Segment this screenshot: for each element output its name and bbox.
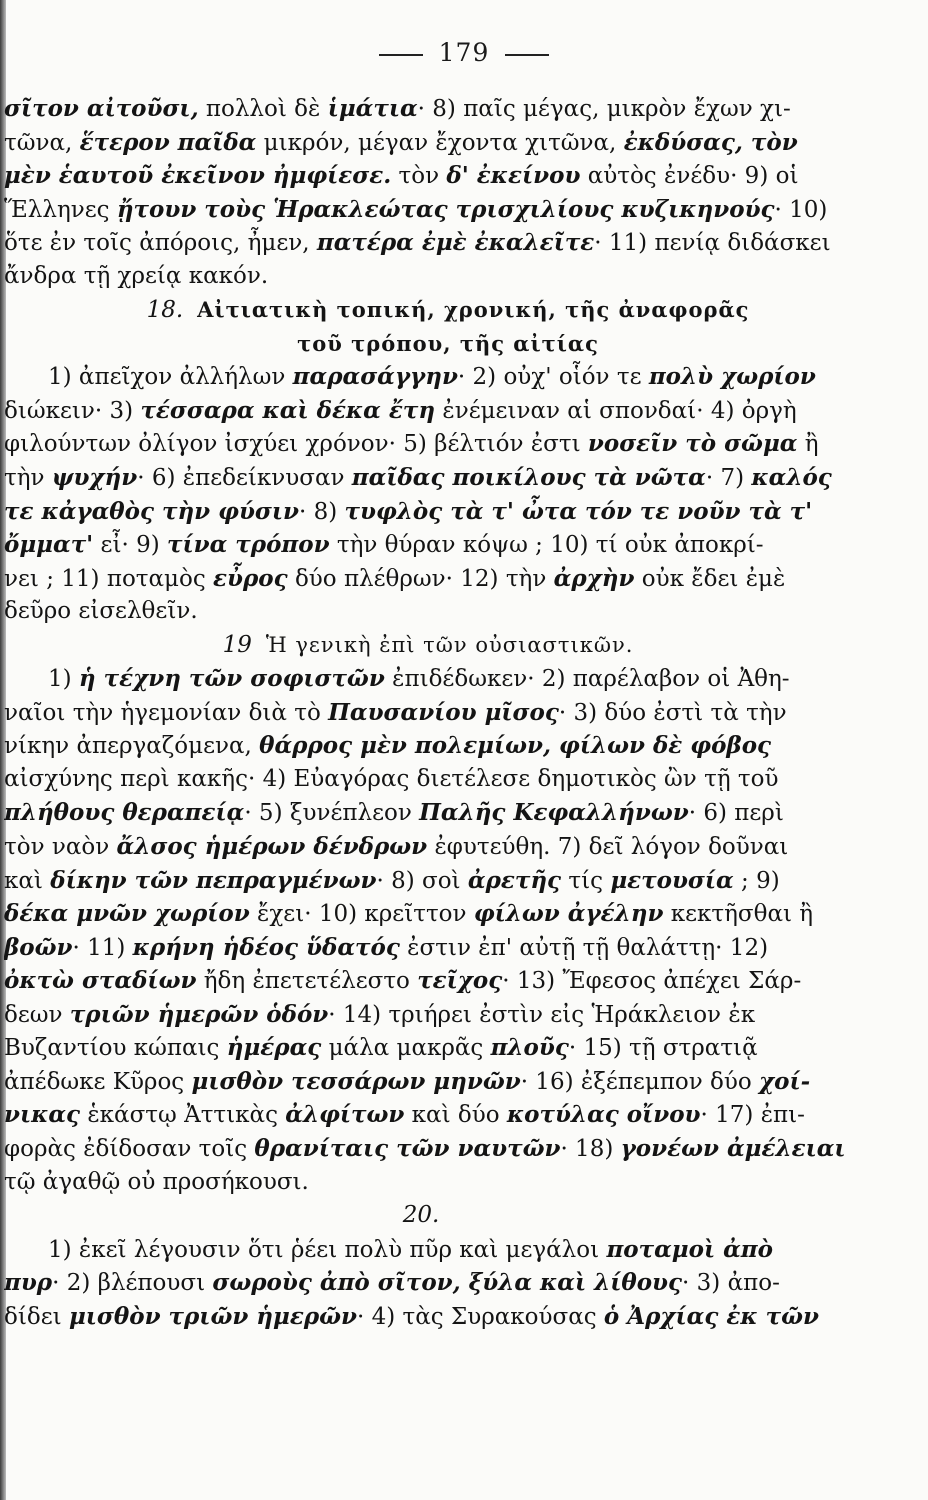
emphasized-phrase: ποταμοὶ ἀπὸ <box>606 1235 773 1263</box>
emphasized-phrase: δέκα μνῶν χωρίον <box>4 900 250 928</box>
text-run: · 15) τῇ στρατιᾷ <box>568 1035 758 1062</box>
text-run: · 18) <box>560 1135 621 1162</box>
text-run: · 5) ξυνέπλεον <box>244 800 420 827</box>
text-run: 1) ἐκεῖ λέγουσιν ὅτι ῥέει πολὺ πῦρ καὶ μεγάλοι <box>48 1236 607 1263</box>
text-run: ἔχει· 10) κρεῖττον <box>249 901 474 928</box>
text-run: · 7) <box>705 465 752 492</box>
text-run: δεων <box>4 1001 70 1028</box>
text-line <box>4 562 852 596</box>
emphasized-phrase: φίλων ἀγέλην <box>473 900 664 928</box>
text-run: · 10) <box>774 196 828 223</box>
emphasized-phrase: χοί- <box>759 1067 811 1095</box>
text-line <box>4 1233 852 1267</box>
emphasized-phrase: πολὺ χωρίον <box>648 363 816 391</box>
text-run: πολλοὶ δὲ <box>198 96 328 122</box>
emphasized-phrase: ἐκδύσας, τὸν <box>623 128 798 156</box>
text-run: · 6) περὶ <box>688 800 784 827</box>
text-line <box>4 964 852 998</box>
emphasized-phrase: εὖρος <box>213 564 288 592</box>
text-line <box>4 998 852 1032</box>
text-run: · 11) πενίᾳ διδάσκει <box>594 230 831 257</box>
text-run: ἢ <box>797 431 819 458</box>
text-run: ἐφυτεύθη. 7) δεῖ λόγον δοῦναι <box>427 834 789 861</box>
text-run: τὸν <box>391 163 447 190</box>
emphasized-phrase: ἡ τέχνη τῶν σοφιστῶν <box>78 665 385 693</box>
emphasized-phrase: καλός <box>751 464 832 492</box>
text-run: · 3) ἀπο- <box>682 1270 780 1297</box>
emphasized-phrase: ἱμάτια <box>327 95 418 122</box>
emphasized-phrase: ψυχήν <box>51 464 138 492</box>
emphasized-phrase: ὁ Ἀρχίας ἐκ τῶν <box>603 1302 819 1330</box>
text-line <box>4 830 852 864</box>
text-run: ὅτε ἐν τοῖς ἀπόροις, ἦμεν, <box>4 230 317 257</box>
emphasized-phrase: πατέρα ἐμὲ ἐκαλεῖτε <box>316 229 595 257</box>
emphasized-phrase: μισθὸν τριῶν ἡμερῶν <box>68 1302 357 1330</box>
emphasized-phrase: νοσεῖν τὸ σῶμα <box>587 430 798 458</box>
text-line <box>4 528 852 562</box>
page-number-dash-right <box>505 54 549 56</box>
text-line <box>4 1132 852 1166</box>
emphasized-phrase: μισθὸν τεσσάρων μηνῶν <box>191 1067 521 1095</box>
text-run: φορὰς ἐδίδοσαν τοῖς <box>4 1135 255 1162</box>
emphasized-phrase: ἀρετῆς <box>467 866 562 894</box>
text-run: ἑκάστῳ Ἀττικὰς <box>80 1102 286 1129</box>
text-run: ἐστιν ἐπ' αὐτῇ τῇ θαλάττῃ· 12) <box>399 934 769 961</box>
emphasized-phrase: πλοῦς <box>490 1034 569 1062</box>
emphasized-phrase: ὀκτὼ σταδίων <box>4 967 197 995</box>
text-run: μικρόν, μέγαν ἔχοντα χιτῶνα, <box>256 129 624 156</box>
text-run: ἄνδρα τῇ χρείᾳ κακόν. <box>4 262 269 289</box>
text-line <box>4 662 852 696</box>
emphasized-phrase: μετουσία <box>610 866 734 894</box>
text-run: · 3) δύο ἐστὶ τὰ τὴν <box>558 699 787 726</box>
section-title: τοῦ τρόπου, τῆς αἰτίας <box>297 330 599 356</box>
text-run: · 8) σοὶ <box>376 867 468 894</box>
emphasized-phrase: βοῶν <box>4 933 73 961</box>
emphasized-phrase: ἀλφίτων <box>285 1101 405 1129</box>
text-run: εἶ· 9) <box>93 532 168 559</box>
text-run: · 11) <box>72 934 133 961</box>
section-heading <box>4 327 852 361</box>
text-run: νει ; 11) ποταμὸς <box>4 565 214 592</box>
text-run: ἀπέδωκε Κῦρος <box>4 1068 192 1095</box>
section-number: 18. <box>146 297 184 324</box>
emphasized-phrase: σῖτον <box>4 95 87 122</box>
text-line <box>4 1098 852 1132</box>
text-run: διώκειν· 3) <box>4 397 141 424</box>
text-line <box>4 864 852 898</box>
text-run: καὶ <box>4 867 51 894</box>
emphasized-phrase: παρασάγγην <box>292 363 458 391</box>
emphasized-phrase: σωροὺς ἀπὸ σῖτον, ξύλα καὶ λίθους <box>212 1269 683 1297</box>
emphasized-phrase: δ' ἐκείνου <box>446 162 581 190</box>
emphasized-phrase: τίνα τρόπον <box>167 531 330 559</box>
body-text <box>4 92 852 1333</box>
emphasized-phrase: τέσσαρα καὶ δέκα ἔτη <box>140 396 436 424</box>
text-line <box>4 696 852 730</box>
emphasized-phrase: πυρ <box>4 1269 53 1297</box>
text-run: μάλα μακρᾶς <box>321 1035 491 1062</box>
text-run: · 4) τὰς Συρακούσας <box>357 1303 604 1330</box>
emphasized-phrase: αἰτοῦσι, <box>86 95 199 122</box>
text-run: τῶνα, <box>4 129 80 156</box>
text-run: ; 9) <box>733 867 780 894</box>
text-run: · 13) Ἔφεσος ἀπέχει Σάρ- <box>502 968 802 995</box>
emphasized-phrase: ὄμματ' <box>4 531 94 559</box>
text-run: δύο πλέθρων· 12) τὴν <box>287 565 554 592</box>
emphasized-phrase: ἕτερον παῖδα <box>79 128 257 156</box>
text-run: φιλούντων ὀλίγον ἰσχύει χρόνον· 5) βέλτιόν ἐστι <box>4 431 588 458</box>
emphasized-phrase: κοτύλας οἴνου <box>506 1101 701 1129</box>
text-line <box>4 92 852 126</box>
text-line <box>4 729 852 763</box>
section-heading <box>4 629 852 663</box>
text-line <box>4 360 852 394</box>
text-line <box>4 461 852 495</box>
emphasized-phrase: ᾔτουν τοὺς Ἡρακλεώτας τρισχιλίους κυζικηνούς <box>116 195 775 223</box>
section-number: 20. <box>402 1202 440 1229</box>
text-run: τὴν <box>4 465 52 492</box>
text-run: ἐνέμειναν αἱ σπονδαί· 4) ὀργὴ <box>435 397 797 424</box>
page-number <box>0 38 928 67</box>
text-run: Ἕλληνες <box>4 196 117 223</box>
emphasized-phrase: δίκην τῶν πεπραγμένων <box>50 866 377 894</box>
text-run: Βυζαντίου κώπαις <box>4 1035 227 1062</box>
emphasized-phrase: τε κἀγαθὸς τὴν φύσιν <box>4 497 299 525</box>
emphasized-phrase: νικας <box>4 1101 81 1129</box>
text-run: ἐπιδέδωκεν· 2) παρέλαβον οἱ Ἀθη- <box>384 666 790 693</box>
text-run: · 2) οὐχ' οἷόν τε <box>457 364 649 391</box>
text-run: · 16) ἐξέπεμπον δύο <box>520 1068 760 1095</box>
emphasized-phrase: ἡμέρας <box>226 1034 322 1062</box>
page-number-text: 179 <box>438 38 490 67</box>
text-line <box>4 1166 852 1200</box>
text-line <box>4 1065 852 1099</box>
emphasized-phrase: παῖδας ποικίλους τὰ νῶτα <box>351 464 706 492</box>
text-run: · 2) βλέπουσι <box>52 1270 213 1297</box>
text-run: δεῦρο εἰσελθεῖν. <box>4 598 198 625</box>
emphasized-phrase: Παυσανίου μῖσος <box>328 698 559 726</box>
section-heading <box>4 1199 852 1233</box>
text-line <box>4 796 852 830</box>
text-line <box>4 595 852 629</box>
text-line <box>4 427 852 461</box>
text-line <box>4 931 852 965</box>
text-run: ἤδη ἐπετετέλεστο <box>196 968 418 995</box>
text-run: αὐτὸς ἐνέδυ· 9) οἱ <box>580 163 799 190</box>
emphasized-phrase: τεῖχος <box>417 967 503 995</box>
text-run: 1) <box>48 666 79 693</box>
emphasized-phrase: γονέων ἀμέλειαι <box>620 1134 846 1162</box>
text-line <box>4 1266 852 1300</box>
emphasized-phrase: θάρρος μὲν πολεμίων, φίλων δὲ φόβος <box>259 732 772 760</box>
text-line <box>4 763 852 797</box>
text-run: · 8) <box>298 498 345 525</box>
text-run: · 6) ἐπεδείκνυσαν <box>137 465 352 492</box>
section-title: Αἰτιατικὴ τοπική, χρονική, τῆς ἀναφορᾶς <box>197 297 750 323</box>
text-line <box>4 394 852 428</box>
text-run: νίκην ἀπεργαζόμενα, <box>4 733 260 760</box>
text-run: αἰσχύνης περὶ κακῆς· 4) Εὐαγόρας διετέλεσε δημοτικὸς ὢν τῇ τοῦ <box>4 765 779 792</box>
emphasized-phrase: τυφλὸς τὰ τ' ὦτα τόν τε νοῦν τὰ τ' <box>344 497 813 525</box>
text-run: τίς <box>561 867 611 894</box>
text-line <box>4 897 852 931</box>
emphasized-phrase: θρανίταις τῶν ναυτῶν <box>254 1134 561 1162</box>
text-run: δίδει <box>4 1303 69 1330</box>
text-run: ναῖοι τὴν ἡγεμονίαν διὰ τὸ <box>4 699 329 726</box>
text-line <box>4 495 852 529</box>
section-title: Ἡ γενικὴ ἐπὶ τῶν οὐσιαστικῶν. <box>265 632 634 657</box>
text-run: τῷ ἀγαθῷ οὐ προσήκουσι. <box>4 1168 309 1195</box>
text-line <box>4 1031 852 1065</box>
emphasized-phrase: ἀρχὴν <box>553 564 635 592</box>
text-run: τὸν ναὸν <box>4 834 117 861</box>
emphasized-phrase: κρήνη ἡδέος ὕδατός <box>132 933 400 961</box>
emphasized-phrase: πλήθους θεραπείᾳ <box>4 799 245 827</box>
text-line <box>4 159 852 193</box>
text-run: κεκτῆσθαι ἢ <box>663 901 814 928</box>
text-line <box>4 260 852 294</box>
text-run: · 8) παῖς μέγας, μικρὸν ἔχων χι- <box>417 96 791 122</box>
text-run: · 17) ἐπι- <box>700 1102 805 1129</box>
text-run: καὶ δύο <box>404 1102 507 1129</box>
emphasized-phrase: μὲν ἑαυτοῦ ἐκεῖνον ἠμφίεσε. <box>4 162 392 190</box>
text-line <box>4 226 852 260</box>
text-line <box>4 193 852 227</box>
text-run: τὴν θύραν κόψω ; 10) τί οὐκ ἀποκρί- <box>329 532 764 559</box>
text-run: 1) ἀπεῖχον ἀλλήλων <box>48 364 293 391</box>
text-line <box>4 126 852 160</box>
text-run: · 14) τριήρει ἐστὶν εἰς Ἡράκλειον ἐκ <box>328 1001 756 1028</box>
page-number-dash-left <box>379 54 423 56</box>
text-line <box>4 1300 852 1334</box>
section-number: 19 <box>222 631 252 658</box>
text-run: οὐκ ἔδει ἐμὲ <box>634 565 786 592</box>
emphasized-phrase: Παλῆς Κεφαλλήνων <box>419 799 689 827</box>
emphasized-phrase: τριῶν ἡμερῶν ὁδόν <box>69 1000 329 1028</box>
section-heading <box>4 293 852 327</box>
emphasized-phrase: ἄλσος ἡμέρων δένδρων <box>116 833 428 861</box>
